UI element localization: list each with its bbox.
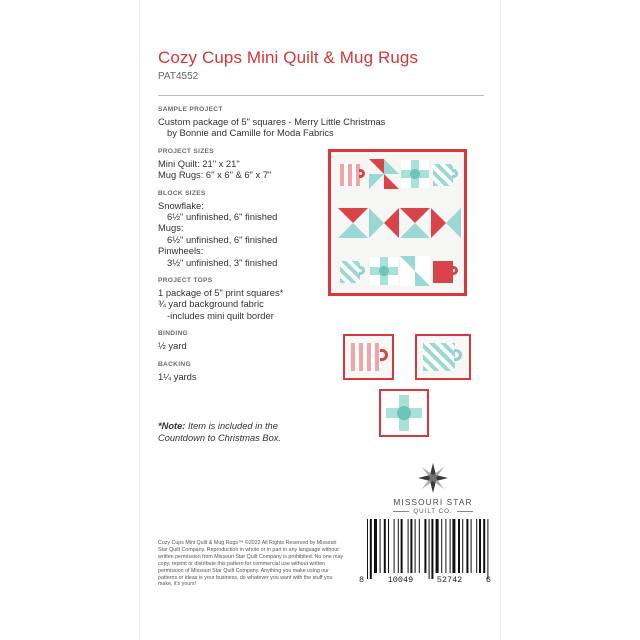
section-heading: BINDING [158, 330, 188, 338]
section-heading: PROJECT TOPS [158, 277, 213, 285]
section-line: Mug Rugs: 6" x 6" & 6" x 7" [158, 169, 272, 181]
section-line: ¾ yard background fabric [158, 298, 264, 310]
barcode [359, 519, 491, 579]
logo-sub: QUILT CO. [368, 508, 498, 515]
section-line: 1 package of 5" print squares* [158, 287, 284, 299]
pattern-code: PAT4552 [158, 71, 199, 82]
pinwheel-block [431, 208, 461, 238]
section-line: 1¼ yards [158, 370, 197, 382]
section-line: Pinwheels: [158, 245, 204, 257]
section-heading: PROJECT SIZES [158, 147, 214, 155]
pattern-info [158, 106, 386, 391]
pinwheel-block [400, 256, 430, 286]
section-heading: BACKING [158, 360, 191, 368]
pattern-title: Cozy Cups Mini Quilt & Mug Rugs [158, 48, 419, 67]
section-line: Mugs: [158, 222, 184, 234]
logo-name: MISSOURI STAR [393, 497, 473, 507]
mug-block [431, 256, 461, 286]
pattern-back-cover [140, 0, 500, 640]
copyright-text: Cozy Cups Mini Quilt & Mug Rugs™ ©2022 All Rights Reserved by Missouri Star Quilt Company. Reproduction in whole or in part in any language without written permission from Missouri Star Quilt Company is prohibited. No one may copy, reprint or distribute this pattern for commercial use without written permission of Missouri Star Quilt Company. Anything you make using our patterns or ideas is your business, do whatever you want with the stuff you make, it's yours! [158, 540, 344, 588]
mini-quilt-image [328, 149, 467, 296]
info-section [158, 277, 323, 321]
mug-block [338, 256, 368, 286]
snowflake-block [400, 159, 430, 189]
note-text: Item is included in the [185, 421, 278, 431]
pinwheel-block [338, 208, 368, 238]
pinwheel-block [369, 159, 399, 189]
mug-rug-image [415, 334, 471, 380]
info-section [158, 190, 323, 268]
mug-rug-image [379, 389, 429, 437]
star-icon [418, 463, 448, 493]
section-line: Mini Quilt: 21" x 21" [158, 157, 240, 169]
barcode-digit-group: 10049 [387, 575, 414, 585]
barcode-digits [359, 575, 491, 585]
section-line: Custom package of 5" squares - Merry Little Christmas [158, 116, 386, 127]
barcode-digit-group: 6 [485, 575, 491, 585]
snowflake-block [369, 256, 399, 286]
info-section [158, 330, 323, 351]
note [158, 420, 281, 444]
section-heading: SAMPLE PROJECT [158, 106, 223, 113]
divider [158, 95, 484, 96]
section-line: ½ yard [158, 340, 187, 352]
barcode-digit-group: 8 [359, 575, 365, 585]
pinwheel-block [369, 208, 399, 238]
section-line: Snowflake: [158, 199, 204, 211]
mug-rug-image [343, 334, 394, 380]
mug-block [431, 159, 461, 189]
pinwheel-block [400, 208, 430, 238]
section-heading: BLOCK SIZES [158, 189, 206, 197]
section-line: 6½" unfinished, 6" finished [167, 233, 278, 245]
barcode-digit-group: 52742 [436, 575, 463, 585]
section-line: 6½" unfinished, 6" finished [167, 211, 278, 223]
info-section [158, 361, 323, 382]
note-label: *Note: [158, 421, 186, 431]
section-line: by Bonnie and Camille for Moda Fabrics [167, 127, 334, 139]
note-text-2: Countdown to Christmas Box. [158, 433, 281, 443]
section-line: -includes mini quilt border [167, 309, 274, 321]
mug-block [338, 159, 368, 189]
section-line: 3½" unfinished, 3" finished [167, 256, 278, 268]
info-section [158, 148, 323, 181]
info-section [158, 106, 386, 139]
missouri-star-logo [368, 463, 498, 515]
